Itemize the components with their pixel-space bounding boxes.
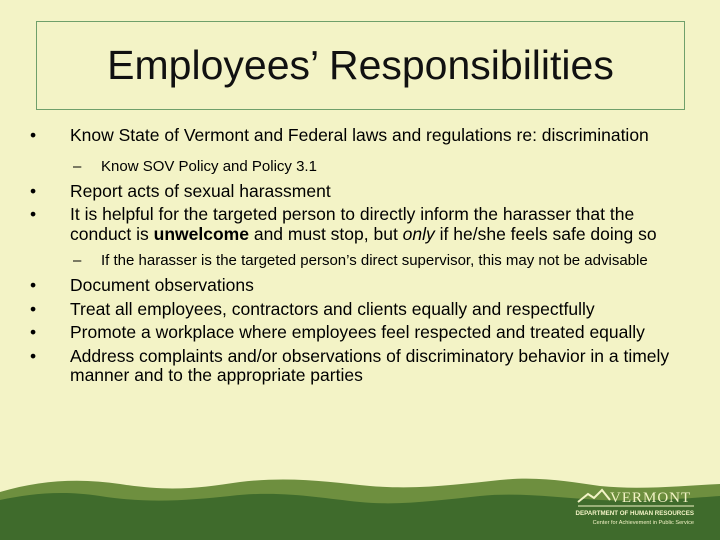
logo-dept-line: DEPARTMENT OF HUMAN RESOURCES	[575, 510, 694, 517]
bullet-item	[30, 182, 690, 202]
bullet-marker: •	[30, 180, 37, 201]
bullet-marker: •	[30, 275, 37, 295]
vermont-logo	[570, 482, 698, 534]
bullet-item	[30, 300, 690, 320]
bullet-text: Address complaints and/or observations of discriminatory behavior in a timely manner and to the appropriate parties	[70, 345, 670, 385]
slide-title: Employees’ Responsibilities	[107, 42, 614, 88]
bullet-item	[30, 126, 690, 146]
bullet-marker: •	[30, 322, 37, 342]
bullet-text	[70, 205, 690, 244]
bullet-text: Document observations	[70, 275, 254, 295]
bullet-item	[30, 347, 690, 386]
bullet-text: Treat all employees, contractors and clients equally and respectfully	[70, 298, 595, 319]
dash-marker: –	[73, 157, 82, 175]
dash-marker: –	[73, 252, 82, 269]
bullet-text-part: and must stop, but	[248, 223, 403, 244]
bullet-text-part: if he/she feels safe doing so	[434, 223, 657, 244]
bullet-item	[30, 276, 690, 296]
title-box	[36, 21, 685, 110]
bullet-marker: •	[30, 298, 37, 319]
emphasis-unwelcome: unwelcome	[153, 223, 249, 244]
bullet-text: Report acts of sexual harassment	[70, 180, 331, 201]
bullet-marker: •	[30, 204, 37, 224]
logo-wordmark: VERMONT	[610, 490, 692, 506]
bullet-text-part: It is helpful for the targeted person to directly inform the harasser that the conduct is	[70, 204, 635, 244]
bullet-text: Know State of Vermont and Federal laws and regulations re: discrimination	[70, 125, 649, 145]
bullet-marker: •	[30, 125, 37, 145]
vermont-logo-graphic	[570, 482, 698, 534]
sub-bullet-item	[73, 252, 690, 270]
sub-bullet-text: Know SOV Policy and Policy 3.1	[101, 157, 317, 175]
sub-bullet-item	[73, 158, 690, 176]
logo-center-line: Center for Achievement in Public Service	[592, 520, 694, 526]
mountain-icon	[578, 490, 610, 502]
bullet-list	[30, 126, 690, 386]
bullet-text: Promote a workplace where employees feel respected and treated equally	[70, 322, 645, 342]
emphasis-only: only	[402, 223, 435, 244]
bullet-marker: •	[30, 345, 37, 366]
bullet-item	[30, 323, 690, 343]
bullet-item	[30, 205, 690, 244]
sub-bullet-text: If the harasser is the targeted person’s direct supervisor, this may not be advisable	[101, 252, 648, 269]
